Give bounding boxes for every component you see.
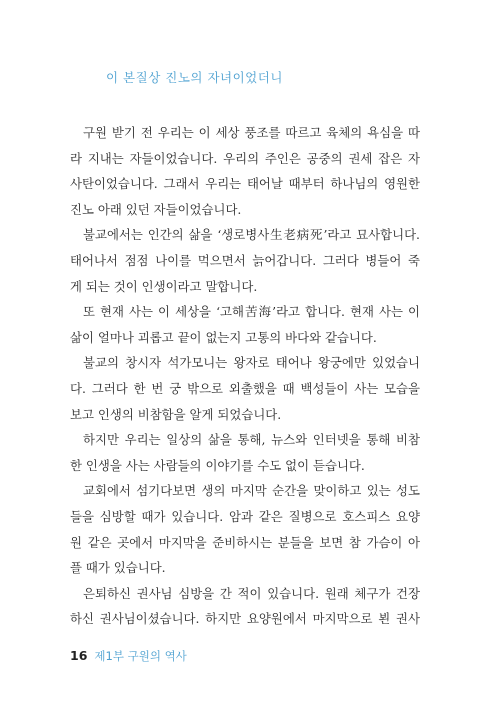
paragraph xyxy=(70,478,420,580)
text-line: 게 되는 것이 인생이라고 말합니다. xyxy=(70,278,258,294)
text-line: 하지만 우리는 일상의 삶을 통해, 뉴스와 인터넷을 통해 비참 xyxy=(83,432,420,448)
text-line: 사탄이었습니다. 그래서 우리는 태어날 때부터 하나님의 영원한 xyxy=(70,176,420,192)
text-line: 또 현재 사는 이 세상을 ‘고해苦海’라고 합니다. 현재 사는 이 xyxy=(83,304,420,320)
text-line: 불교에서는 인간의 삶을 ‘생로병사生老病死’라고 묘사합니다. xyxy=(83,227,420,243)
text-line: 원 같은 곳에서 마지막을 준비하시는 분들을 보면 참 가슴이 아 xyxy=(70,534,420,550)
text-line: 태어나서 점점 나이를 먹으면서 늙어갑니다. 그러다 병들어 죽 xyxy=(70,252,420,268)
text-line: 보고 인생의 비참함을 알게 되었습니다. xyxy=(70,406,282,422)
text-line: 들을 심방할 때가 있습니다. 암과 같은 질병으로 호스피스 요양 xyxy=(70,508,420,524)
text-line: 하신 권사님이셨습니다. 하지만 요양원에서 마지막으로 뵌 권사 xyxy=(70,611,420,627)
page-number: 16 xyxy=(70,648,88,663)
section-title: 이 본질상 진노의 자녀이었더니 xyxy=(106,70,283,85)
text-line: 불교의 창시자 석가모니는 왕자로 태어나 왕궁에만 있었습니 xyxy=(83,355,420,371)
text-line: 구원 받기 전 우리는 이 세상 풍조를 따르고 육체의 욕심을 따 xyxy=(83,125,420,140)
paragraph xyxy=(70,299,420,350)
paragraph xyxy=(70,581,420,632)
text-line: 한 인생을 사는 사람들의 이야기를 수도 없이 듣습니다. xyxy=(70,457,365,473)
paragraph xyxy=(70,350,420,427)
paragraph xyxy=(70,222,420,299)
page-footer xyxy=(70,648,187,664)
text-line: 삶이 얼마나 괴롭고 끝이 없는지 고통의 바다와 같습니다. xyxy=(70,329,377,345)
text-line: 플 때가 있습니다. xyxy=(70,560,166,576)
paragraph xyxy=(70,427,420,478)
text-line: 진노 아래 있던 자들이었습니다. xyxy=(70,201,242,217)
text-line: 라 지내는 자들이었습니다. 우리의 주인은 공중의 권세 잡은 자 xyxy=(70,150,420,166)
text-line: 은퇴하신 권사님 심방을 간 적이 있습니다. 원래 체구가 건장 xyxy=(83,585,420,601)
body-text xyxy=(70,120,420,632)
text-line: 다. 그러다 한 번 궁 밖으로 외출했을 때 백성들이 사는 모습을 xyxy=(70,380,420,396)
running-title: 제1부 구원의 역사 xyxy=(94,649,187,663)
text-line: 교회에서 섬기다보면 생의 마지막 순간을 맞이하고 있는 성도 xyxy=(83,483,420,499)
paragraph xyxy=(70,120,420,222)
